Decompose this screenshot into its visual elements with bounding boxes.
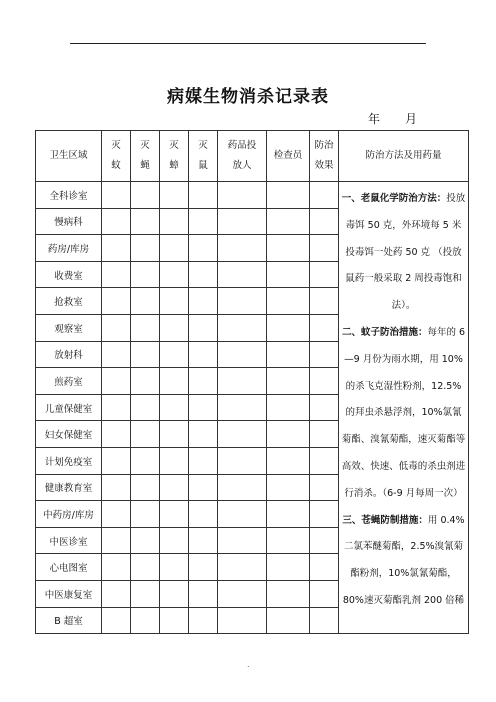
entry-cell-kill_fly[interactable] [131, 394, 160, 421]
header-kill_fly-line: 灭 [140, 140, 150, 151]
entry-cell-kill_cockroach[interactable] [160, 527, 189, 554]
entry-cell-kill_fly[interactable] [131, 447, 160, 474]
method-notes-cell [339, 182, 469, 634]
entry-cell-kill_fly[interactable] [131, 368, 160, 395]
entry-cell-kill_cockroach[interactable] [160, 368, 189, 395]
header-rule [70, 43, 426, 44]
header-effect-line: 防治 [314, 140, 334, 151]
entry-cell-inspector[interactable] [267, 208, 310, 235]
entry-cell-effect[interactable] [310, 607, 339, 634]
entry-cell-effect[interactable] [310, 421, 339, 448]
area-cell: 儿童保健室 [36, 394, 102, 421]
entry-cell-kill_rat[interactable] [189, 527, 218, 554]
entry-cell-kill_mosquito[interactable] [102, 314, 131, 341]
entry-cell-kill_rat[interactable] [189, 368, 218, 395]
entry-cell-kill_fly[interactable] [131, 261, 160, 288]
method-note-heading: 一、老鼠化学防治方法： [341, 193, 447, 204]
entry-cell-kill_mosquito[interactable] [102, 208, 131, 235]
header-effect [310, 131, 339, 182]
header-kill_rat-line: 鼠 [198, 160, 208, 171]
entry-cell-kill_cockroach[interactable] [160, 182, 189, 209]
entry-cell-kill_mosquito[interactable] [102, 341, 131, 368]
entry-cell-kill_rat[interactable] [189, 447, 218, 474]
entry-cell-inspector[interactable] [267, 554, 310, 581]
area-cell: 中医康复室 [36, 580, 102, 607]
entry-cell-inspector[interactable] [267, 607, 310, 634]
entry-cell-inspector[interactable] [267, 182, 310, 209]
area-cell: 慢病科 [36, 208, 102, 235]
method-note [342, 193, 466, 311]
entry-cell-kill_rat[interactable] [189, 607, 218, 634]
entry-cell-kill_cockroach[interactable] [160, 208, 189, 235]
entry-cell-kill_fly[interactable] [131, 527, 160, 554]
entry-cell-kill_cockroach[interactable] [160, 607, 189, 634]
area-cell: 中药房/库房 [36, 501, 102, 528]
entry-cell-kill_mosquito[interactable] [102, 182, 131, 209]
header-kill_fly [131, 131, 160, 182]
table-row [36, 182, 469, 209]
month-label: 月 [405, 112, 418, 126]
entry-cell-kill_mosquito[interactable] [102, 474, 131, 501]
area-cell: 观察室 [36, 314, 102, 341]
header-kill_mosquito-line: 蚊 [111, 160, 121, 171]
entry-cell-effect[interactable] [310, 527, 339, 554]
entry-cell-effect[interactable] [310, 554, 339, 581]
entry-cell-inspector[interactable] [267, 368, 310, 395]
entry-cell-kill_cockroach[interactable] [160, 554, 189, 581]
area-cell: 计划免疫室 [36, 447, 102, 474]
entry-cell-kill_cockroach[interactable] [160, 394, 189, 421]
entry-cell-effect[interactable] [310, 474, 339, 501]
entry-cell-kill_mosquito[interactable] [102, 527, 131, 554]
entry-cell-kill_fly[interactable] [131, 182, 160, 209]
entry-cell-kill_rat[interactable] [189, 554, 218, 581]
table-body [36, 182, 469, 634]
entry-cell-inspector[interactable] [267, 580, 310, 607]
entry-cell-inspector[interactable] [267, 527, 310, 554]
method-note-body: 每年的 6—9 月份为雨水期，用 10%的杀飞克湿性粉剂，12.5%的拜虫杀悬浮剂，10%氯氰菊酯、溴氰菊酯，速灭菊酯等高效、快速、低毒的杀虫剂进行消杀。（6-9 月每周一次） [341, 326, 466, 499]
entry-cell-kill_rat[interactable] [189, 208, 218, 235]
entry-cell-kill_mosquito[interactable] [102, 554, 131, 581]
entry-cell-effect[interactable] [310, 580, 339, 607]
header-method-line: 防治方法及用药量 [365, 150, 442, 161]
entry-cell-kill_cockroach[interactable] [160, 447, 189, 474]
entry-cell-kill_fly[interactable] [131, 208, 160, 235]
entry-cell-effect[interactable] [310, 368, 339, 395]
header-kill_fly-line: 蝇 [140, 160, 150, 171]
entry-cell-kill_mosquito[interactable] [102, 607, 131, 634]
entry-cell-kill_cockroach[interactable] [160, 421, 189, 448]
area-cell: 放射科 [36, 341, 102, 368]
header-kill_mosquito [102, 131, 131, 182]
header-area [36, 131, 102, 182]
header-kill_cockroach-line: 灭 [169, 140, 179, 151]
method-note-body: 投放毒饵 50 克，外环境每 5 米投毒饵一处药 50 克 （投放鼠药一般采取 2 周投毒饱和法）。 [345, 193, 466, 312]
entry-cell-kill_fly[interactable] [131, 501, 160, 528]
entry-cell-effect[interactable] [310, 341, 339, 368]
entry-cell-kill_mosquito[interactable] [102, 447, 131, 474]
entry-cell-kill_fly[interactable] [131, 554, 160, 581]
entry-cell-dispenser[interactable] [218, 607, 267, 634]
entry-cell-inspector[interactable] [267, 447, 310, 474]
area-cell: 煎药室 [36, 368, 102, 395]
entry-cell-kill_rat[interactable] [189, 474, 218, 501]
entry-cell-inspector[interactable] [267, 288, 310, 315]
entry-cell-kill_mosquito[interactable] [102, 501, 131, 528]
entry-cell-effect[interactable] [310, 261, 339, 288]
entry-cell-effect[interactable] [310, 394, 339, 421]
entry-cell-kill_cockroach[interactable] [160, 580, 189, 607]
entry-cell-kill_cockroach[interactable] [160, 474, 189, 501]
entry-cell-kill_fly[interactable] [131, 341, 160, 368]
entry-cell-inspector[interactable] [267, 501, 310, 528]
entry-cell-kill_fly[interactable] [131, 580, 160, 607]
area-cell: 收费室 [36, 261, 102, 288]
entry-cell-kill_cockroach[interactable] [160, 314, 189, 341]
entry-cell-kill_fly[interactable] [131, 314, 160, 341]
entry-cell-inspector[interactable] [267, 341, 310, 368]
entry-cell-effect[interactable] [310, 208, 339, 235]
entry-cell-dispenser[interactable] [218, 394, 267, 421]
disinfection-record-table [35, 130, 469, 634]
method-note [342, 327, 466, 499]
header-method [339, 131, 469, 182]
entry-cell-effect[interactable] [310, 447, 339, 474]
entry-cell-dispenser[interactable] [218, 261, 267, 288]
year-label: 年 [368, 112, 381, 126]
header-dispenser [218, 131, 267, 182]
method-note [342, 515, 464, 606]
entry-cell-kill_rat[interactable] [189, 501, 218, 528]
entry-cell-kill_mosquito[interactable] [102, 421, 131, 448]
method-note-body: 用 0.4%二氯苯醚菊酯，2.5%溴氰菊酯粉剂，10%氯氰菊酯，80%速灭菊酯乳剂 200 倍稀 [342, 514, 465, 606]
area-cell: 中医诊室 [36, 527, 102, 554]
area-cell: 药房/库房 [36, 235, 102, 262]
header-dispenser-line: 放人 [232, 160, 252, 171]
entry-cell-kill_fly[interactable] [131, 288, 160, 315]
entry-cell-dispenser[interactable] [218, 474, 267, 501]
entry-cell-kill_mosquito[interactable] [102, 288, 131, 315]
entry-cell-kill_mosquito[interactable] [102, 394, 131, 421]
header-area-line: 卫生区域 [49, 150, 88, 161]
area-cell: 健康教育室 [36, 474, 102, 501]
entry-cell-kill_fly[interactable] [131, 607, 160, 634]
area-cell: 心电图室 [36, 554, 102, 581]
entry-cell-kill_rat[interactable] [189, 394, 218, 421]
header-kill_cockroach-line: 蟑 [169, 160, 179, 171]
header-kill_rat-line: 灭 [198, 140, 208, 151]
entry-cell-inspector[interactable] [267, 421, 310, 448]
entry-cell-kill_fly[interactable] [131, 235, 160, 262]
footer-mark: . [247, 660, 250, 669]
entry-cell-effect[interactable] [310, 501, 339, 528]
area-cell: 全科诊室 [36, 182, 102, 209]
entry-cell-dispenser[interactable] [218, 527, 267, 554]
entry-cell-dispenser[interactable] [218, 182, 267, 209]
header-kill_rat [189, 131, 218, 182]
header-kill_cockroach [160, 131, 189, 182]
entry-cell-kill_mosquito[interactable] [102, 235, 131, 262]
entry-cell-kill_rat[interactable] [189, 261, 218, 288]
entry-cell-inspector[interactable] [267, 394, 310, 421]
header-inspector-line: 检查员 [273, 150, 303, 161]
entry-cell-dispenser[interactable] [218, 368, 267, 395]
entry-cell-effect[interactable] [310, 314, 339, 341]
entry-cell-kill_rat[interactable] [189, 235, 218, 262]
header-effect-line: 效果 [314, 160, 334, 171]
entry-cell-dispenser[interactable] [218, 235, 267, 262]
method-note-heading: 二、蚊子防治措施： [341, 326, 428, 338]
entry-cell-kill_fly[interactable] [131, 421, 160, 448]
header-inspector [267, 131, 310, 182]
method-note-heading: 三、苍蝇防制措施： [342, 514, 428, 526]
table-header-row [36, 131, 469, 182]
entry-cell-kill_cockroach[interactable] [160, 341, 189, 368]
entry-cell-effect[interactable] [310, 288, 339, 315]
entry-cell-dispenser[interactable] [218, 580, 267, 607]
entry-cell-kill_mosquito[interactable] [102, 261, 131, 288]
entry-cell-kill_mosquito[interactable] [102, 580, 131, 607]
area-cell: 抢救室 [36, 288, 102, 315]
entry-cell-effect[interactable] [310, 235, 339, 262]
entry-cell-dispenser[interactable] [218, 501, 267, 528]
entry-cell-kill_mosquito[interactable] [102, 368, 131, 395]
entry-cell-effect[interactable] [310, 182, 339, 209]
area-cell: B 超室 [36, 607, 102, 634]
entry-cell-inspector[interactable] [267, 261, 310, 288]
entry-cell-kill_cockroach[interactable] [160, 288, 189, 315]
entry-cell-kill_rat[interactable] [189, 182, 218, 209]
entry-cell-dispenser[interactable] [218, 447, 267, 474]
entry-cell-kill_rat[interactable] [189, 580, 218, 607]
entry-cell-kill_rat[interactable] [189, 341, 218, 368]
entry-cell-dispenser[interactable] [218, 341, 267, 368]
entry-cell-inspector[interactable] [267, 314, 310, 341]
entry-cell-kill_rat[interactable] [189, 314, 218, 341]
entry-cell-kill_rat[interactable] [189, 421, 218, 448]
header-kill_mosquito-line: 灭 [111, 140, 121, 151]
entry-cell-kill_cockroach[interactable] [160, 261, 189, 288]
header-dispenser-line: 药品投 [227, 140, 257, 151]
entry-cell-inspector[interactable] [267, 474, 310, 501]
entry-cell-dispenser[interactable] [218, 288, 267, 315]
entry-cell-dispenser[interactable] [218, 421, 267, 448]
area-cell: 妇女保健室 [36, 421, 102, 448]
entry-cell-dispenser[interactable] [218, 554, 267, 581]
entry-cell-dispenser[interactable] [218, 208, 267, 235]
entry-cell-kill_fly[interactable] [131, 474, 160, 501]
page-title: 病媒生物消杀记录表 [167, 87, 329, 107]
entry-cell-kill_rat[interactable] [189, 288, 218, 315]
entry-cell-kill_cockroach[interactable] [160, 235, 189, 262]
entry-cell-inspector[interactable] [267, 235, 310, 262]
entry-cell-kill_cockroach[interactable] [160, 501, 189, 528]
entry-cell-dispenser[interactable] [218, 314, 267, 341]
